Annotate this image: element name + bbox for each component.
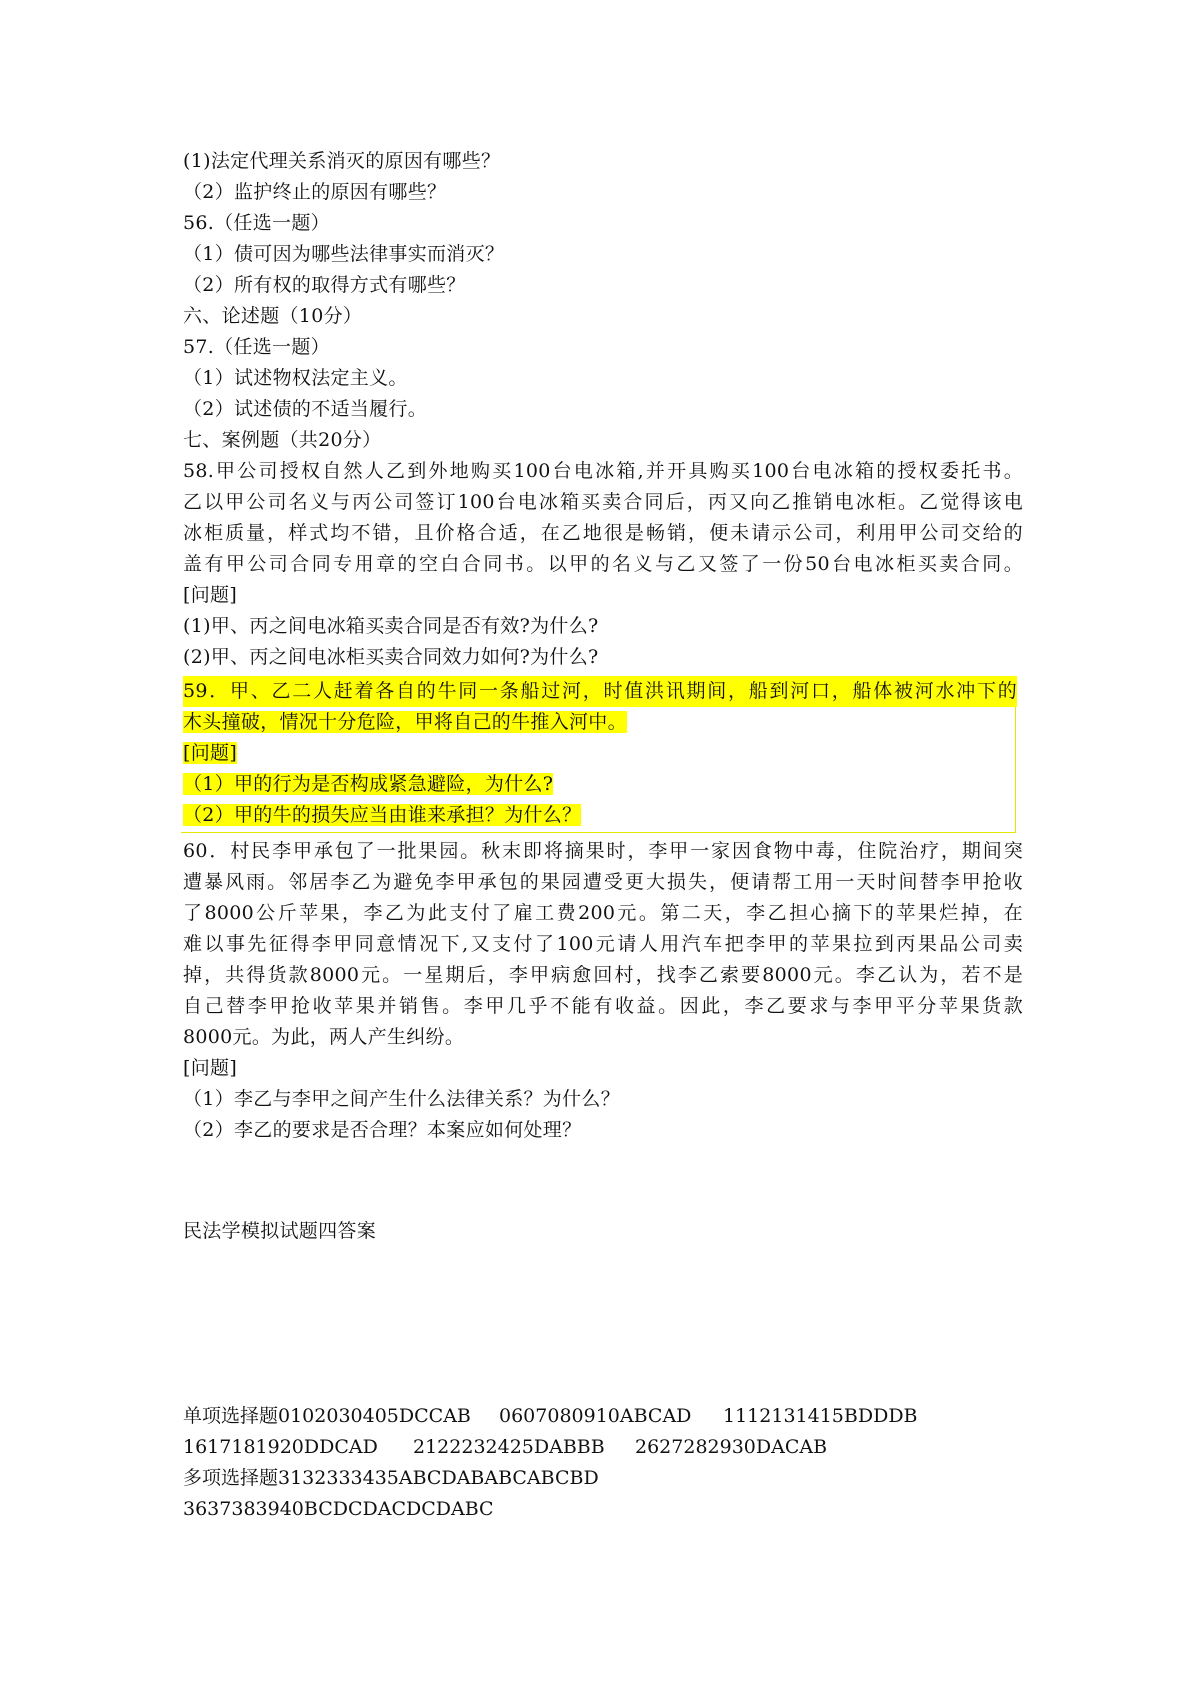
highlight-frame-bottom bbox=[181, 832, 1016, 833]
answer-single-choice-6-10: 0607080910ABCAD bbox=[499, 1405, 692, 1427]
q58-question2: (2)甲、丙之间电冰柜买卖合同效力如何?为什么? bbox=[183, 646, 599, 668]
q58-text-line4: 盖有甲公司合同专用章的空白合同书。以甲的名义与乙又签了一份50台电冰柜买卖合同。 bbox=[183, 553, 1023, 575]
q60-question1: （1）李乙与李甲之间产生什么法律关系？为什么？ bbox=[183, 1088, 620, 1110]
q60-text-line6: 自己替李甲抢收苹果并销售。李甲几乎不能有收益。因此，李乙要求与李甲平分苹果货款 bbox=[183, 995, 1023, 1017]
q60-text-line3: 了8000公斤苹果，李乙为此支付了雇工费200元。第二天，李乙担心摘下的苹果烂掉，在 bbox=[183, 902, 1023, 924]
q60-question2: （2）李乙的要求是否合理？本案应如何处理？ bbox=[183, 1119, 582, 1141]
q58-text-line3: 冰柜质量，样式均不错，且价格合适，在乙地很是畅销，便未请示公司，利用甲公司交给的 bbox=[183, 522, 1023, 544]
answer-single-choice-21-25: 2122232425DABBB bbox=[413, 1436, 605, 1458]
answer-single-choice-16-20: 1617181920DDCAD bbox=[183, 1436, 378, 1458]
q56-sub2: （2）所有权的取得方式有哪些？ bbox=[183, 274, 466, 296]
q59-question2: （2）甲的牛的损失应当由谁来承担？为什么？ bbox=[183, 804, 582, 826]
q60-text-line7: 8000元。为此，两人产生纠纷。 bbox=[183, 1026, 465, 1048]
q58-text-line1: 58.甲公司授权自然人乙到外地购买100台电冰箱,并开具购买100台电冰箱的授权委托书。 bbox=[183, 460, 1023, 482]
q55-sub1: (1)法定代理关系消灭的原因有哪些？ bbox=[183, 150, 501, 172]
answer-single-choice-1-5: 单项选择题0102030405DCCAB bbox=[183, 1405, 471, 1427]
answer-multiple-choice-36-40: 3637383940BCDCDACDCDABC bbox=[183, 1498, 494, 1520]
q60-question-label: [问题] bbox=[183, 1057, 238, 1079]
q59-text-line1: 59．甲、乙二人赶着各自的牛同一条船过河，时值洪讯期间，船到河口，船体被河水冲下的 bbox=[183, 676, 1017, 707]
answer-single-choice-26-30: 2627282930DACAB bbox=[635, 1436, 828, 1458]
q59-question-label: [问题] bbox=[183, 742, 238, 764]
q56-heading: 56.（任选一题） bbox=[183, 212, 330, 234]
q60-text-line2: 遭暴风雨。邻居李乙为避免李甲承包的果园遭受更大损失，便请帮工用一天时间替李甲抢收 bbox=[183, 871, 1023, 893]
q58-question-label: [问题] bbox=[183, 584, 238, 606]
q57-sub2: （2）试述债的不适当履行。 bbox=[183, 398, 427, 420]
q58-question1: (1)甲、丙之间电冰箱买卖合同是否有效?为什么? bbox=[183, 615, 599, 637]
q59-text-line2: 木头撞破，情况十分危险，甲将自己的牛推入河中。 bbox=[183, 711, 627, 733]
answer-single-choice-11-15: 1112131415BDDDB bbox=[723, 1405, 918, 1427]
q60-text-line4: 难以事先征得李甲同意情况下,又支付了100元请人用汽车把李甲的苹果拉到丙果品公司卖 bbox=[183, 933, 1023, 955]
q60-text-line5: 掉，共得货款8000元。一星期后，李甲病愈回村，找李乙索要8000元。李乙认为，若不是 bbox=[183, 964, 1023, 986]
q58-text-line2: 乙以甲公司名义与丙公司签订100台电冰箱买卖合同后，丙又向乙推销电冰柜。乙觉得该电 bbox=[183, 491, 1023, 513]
q57-heading: 57.（任选一题） bbox=[183, 336, 330, 358]
q56-sub1: （1）债可因为哪些法律事实而消灭？ bbox=[183, 243, 505, 265]
q57-sub1: （1）试述物权法定主义。 bbox=[183, 367, 408, 389]
section-seven-heading: 七、案例题（共20分） bbox=[183, 429, 382, 451]
q60-text-line1: 60．村民李甲承包了一批果园。秋末即将摘果时，李甲一家因食物中毒，住院治疗，期间突 bbox=[183, 840, 1023, 862]
answer-title: 民法学模拟试题四答案 bbox=[183, 1220, 377, 1242]
answer-multiple-choice-31-35: 多项选择题3132333435ABCDABABCABCBD bbox=[183, 1467, 599, 1489]
q59-question1: （1）甲的行为是否构成紧急避险，为什么? bbox=[183, 773, 554, 795]
section-six-heading: 六、论述题（10分） bbox=[183, 305, 363, 327]
q55-sub2: （2）监护终止的原因有哪些？ bbox=[183, 181, 447, 203]
